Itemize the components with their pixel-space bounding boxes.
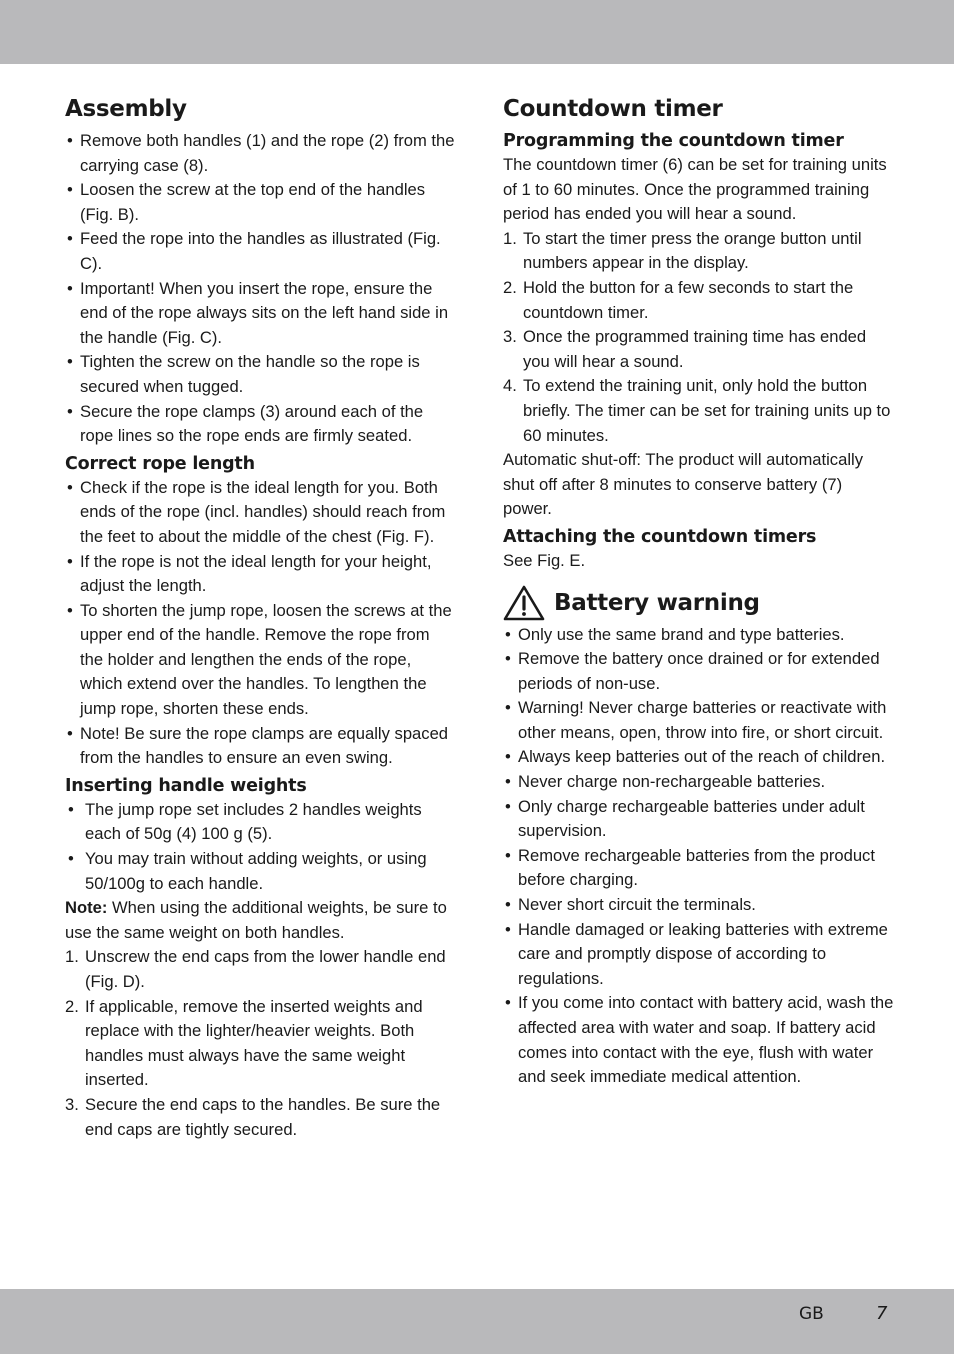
header-band — [0, 0, 954, 64]
weights-list — [65, 798, 457, 896]
list-item — [503, 325, 895, 374]
step-text: To extend the training unit, only hold the button briefly. The timer can be set for training units up to 60 minutes. — [523, 376, 891, 445]
step-text: Unscrew the end caps from the lower handle end (Fig. D). — [85, 947, 446, 991]
step-text: Secure the end caps to the handles. Be sure the end caps are tightly secured. — [85, 1094, 441, 1139]
step-number: 1. — [65, 947, 79, 967]
page-number: 7 — [876, 1303, 888, 1324]
step-number: 3. — [503, 327, 517, 347]
list-item: • Never short circuit the terminals. — [503, 893, 895, 918]
note-label: Note: — [65, 898, 108, 918]
weights-steps — [65, 945, 457, 1142]
note-text: When using the additional weights, be sure to use the same weight on both handles. — [65, 898, 447, 942]
footer-language: GB — [799, 1304, 824, 1324]
timer-steps — [503, 227, 895, 448]
list-item: • Remove the battery once drained or for extended periods of non-use. — [503, 647, 895, 696]
list-item: • Remove both handles (1) and the rope (2) from the carrying case (8). — [65, 129, 457, 178]
auto-shutoff-text: Automatic shut-off: The product will automatically shut off after 8 minutes to conserve battery (7) power. — [503, 450, 864, 519]
list-item: • To shorten the jump rope, loosen the screws at the upper end of the handle. Remove the rope from the holder and lengthen the ends of the rope, which extend over the handles. To lengthen the jump rope, shorten these ends. — [65, 599, 457, 722]
list-item — [65, 945, 457, 994]
list-item: • Tighten the screw on the handle so the rope is secured when tugged. — [65, 350, 457, 399]
list-item: • Warning! Never charge batteries or reactivate with other means, open, throw into fire, or short circuit. — [503, 696, 895, 745]
warning-triangle-icon — [503, 585, 545, 621]
list-item — [65, 1093, 457, 1142]
list-item: • Remove rechargeable batteries from the product before charging. — [503, 844, 895, 893]
battery-list — [503, 623, 895, 1090]
battery-warning-heading: Battery warning — [554, 589, 760, 616]
list-item — [503, 276, 895, 325]
left-column — [65, 90, 457, 1142]
list-item: • Always keep batteries out of the reach of children. — [503, 745, 895, 770]
step-number: 1. — [503, 228, 517, 248]
list-item: • Important! When you insert the rope, ensure the end of the rope always sits on the left hand side in the handle (Fig. C). — [65, 277, 457, 351]
see-fig-text: See Fig. E. — [503, 550, 586, 570]
list-item — [65, 995, 457, 1093]
assembly-list — [65, 129, 457, 449]
countdown-timer-heading: Countdown timer — [503, 96, 723, 122]
list-item: • Note! Be sure the rope clamps are equally spaced from the handles to ensure an even swing. — [65, 722, 457, 771]
timer-intro: The countdown timer (6) can be set for training units of 1 to 60 minutes. Once the programmed training period has ended you will hear a sound. — [503, 155, 887, 224]
list-item: • Only use the same brand and type batteries. — [503, 623, 895, 648]
list-item: • Check if the rope is the ideal length for you. Both ends of the rope (incl. handles) should reach from the feet to about the middle of the chest (Fig. F). — [65, 476, 457, 550]
step-number: 2. — [65, 996, 79, 1016]
list-item: • Loosen the screw at the top end of the handles (Fig. B). — [65, 178, 457, 227]
list-item: • Handle damaged or leaking batteries with extreme care and promptly dispose of according to regulations. — [503, 918, 895, 992]
assembly-heading: Assembly — [65, 96, 187, 122]
weights-note — [65, 896, 457, 945]
step-text: Hold the button for a few seconds to start the countdown timer. — [523, 277, 854, 322]
rope-length-heading: Correct rope length — [65, 453, 255, 474]
step-text: Once the programmed training time has ended you will hear a sound. — [523, 327, 867, 371]
right-column — [503, 90, 895, 1090]
step-number: 4. — [503, 376, 517, 396]
list-item: • You may train without adding weights, or using 50/100g to each handle. — [65, 847, 457, 896]
step-text: If applicable, remove the inserted weights and replace with the lighter/heavier weights. Both handles must always have the same weight inserted. — [85, 996, 423, 1090]
list-item — [503, 227, 895, 276]
step-number: 3. — [65, 1094, 79, 1114]
step-text: To start the timer press the orange button until numbers appear in the display. — [523, 228, 862, 273]
list-item — [503, 374, 895, 448]
weights-heading: Inserting handle weights — [65, 775, 307, 796]
list-item: • Only charge rechargeable batteries under adult supervision. — [503, 795, 895, 844]
list-item: • Secure the rope clamps (3) around each of the rope lines so the rope ends are firmly seated. — [65, 400, 457, 449]
list-item: • The jump rope set includes 2 handles weights each of 50g (4) 100 g (5). — [65, 798, 457, 847]
rope-length-list — [65, 476, 457, 771]
programming-heading: Programming the countdown timer — [503, 131, 844, 151]
list-item: • Feed the rope into the handles as illustrated (Fig. C). — [65, 227, 457, 276]
list-item: • If the rope is not the ideal length for your height, adjust the length. — [65, 550, 457, 599]
list-item: • If you come into contact with battery acid, wash the affected area with water and soap. If battery acid comes into contact with the eye, flush with water and seek immediate medical attention. — [503, 991, 895, 1089]
step-number: 2. — [503, 277, 517, 297]
list-item: • Never charge non-rechargeable batteries. — [503, 770, 895, 795]
battery-warning-header — [503, 584, 895, 622]
attaching-heading: Attaching the countdown timers — [503, 526, 817, 547]
